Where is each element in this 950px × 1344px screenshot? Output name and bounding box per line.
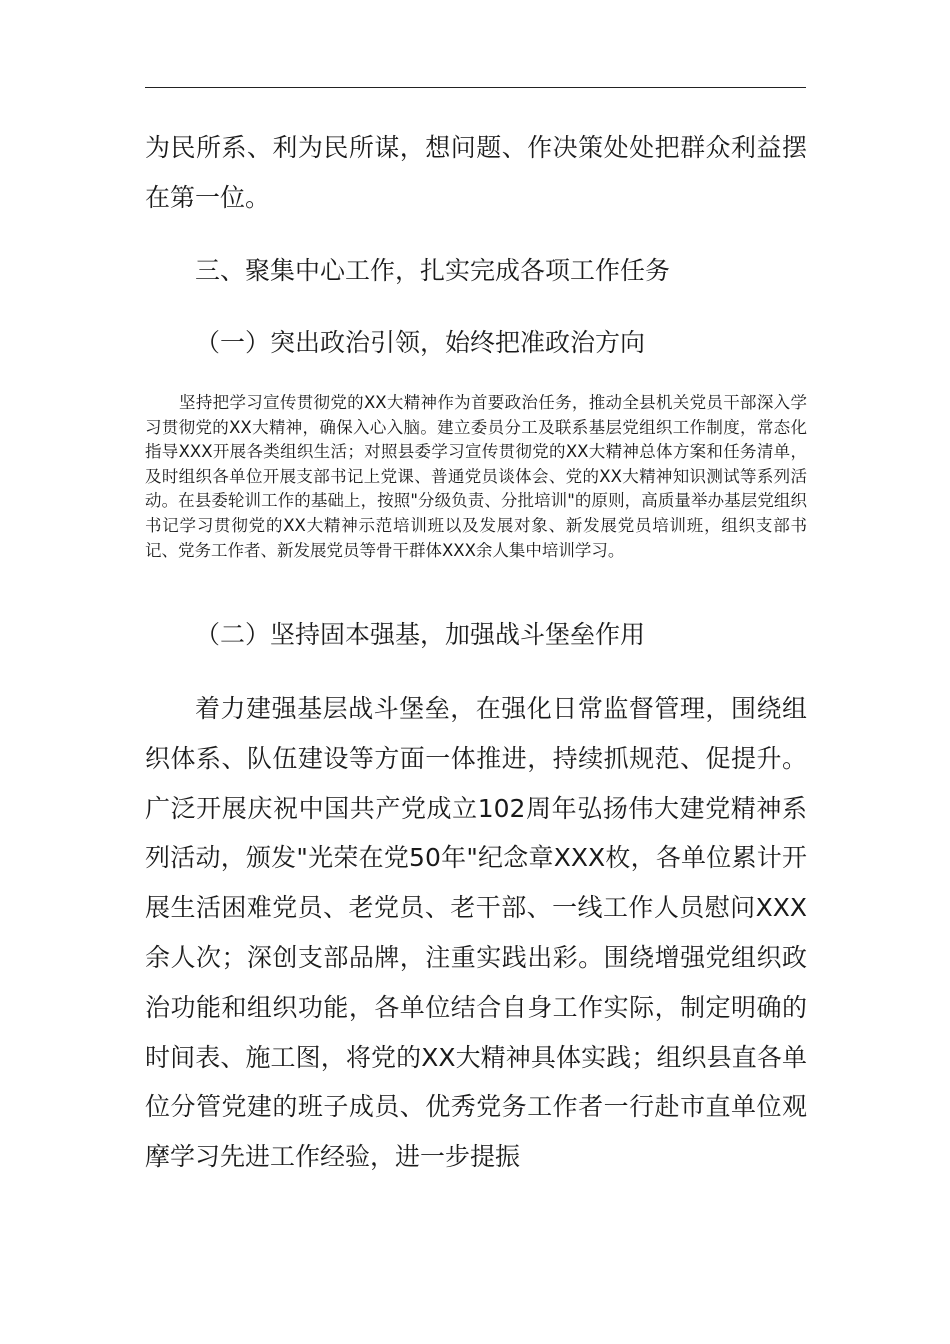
paragraph-continued: 为民所系、利为民所谋，想问题、作决策处处把群众利益摆在第一位。 — [145, 133, 807, 212]
header-rule — [145, 87, 806, 88]
section-heading: 三、聚集中心工作，扎实完成各项工作任务 — [195, 256, 671, 285]
subsection-heading-1: （一）突出政治引领，始终把准政治方向 — [195, 328, 646, 357]
subsection-heading-2: （二）坚持固本强基，加强战斗堡垒作用 — [195, 620, 646, 649]
subsection-body-2: 着力建强基层战斗堡垒，在强化日常监督管理，围绕组织体系、队伍建设等方面一体推进，持续抓规范、促提升。广泛开展庆祝中国共产党成立102周年弘扬伟大建党精神系列活动，颁发"光荣在党50年"纪念章XXX枚，各单位累计开展生活困难党员、老党员、老干部、一线工作人员慰问XXX余人次；深创支部品牌，注重实践出彩。围绕增强党组织政治功能和组织功能，各单位结合自身工作实际，制定明确的时间表、施工图，将党的XX大精神具体实践；组织县直各单位分管党建的班子成员、优秀党务工作者一行赴市直单位观摩学习先进工作经验，进一步提振 — [145, 694, 807, 1172]
subsection-body-1: 坚持把学习宣传贯彻党的XX大精神作为首要政治任务，推动全县机关党员干部深入学习贯彻党的XX大精神，确保入心入脑。建立委员分工及联系基层党组织工作制度，常态化指导XXX开展各类组织生活；对照县委学习宣传贯彻党的XX大精神总体方案和任务清单，及时组织各单位开展支部书记上党课、普通党员谈体会、党的XX大精神知识测试等系列活动。在县委轮训工作的基础上，按照"分级负责、分批培训"的原则，高质量举办基层党组织书记学习贯彻党的XX大精神示范培训班以及发展对象、新发展党员培训班，组织支部书记、党务工作者、新发展党员等骨干群体XXX余人集中培训学习。 — [145, 393, 807, 560]
